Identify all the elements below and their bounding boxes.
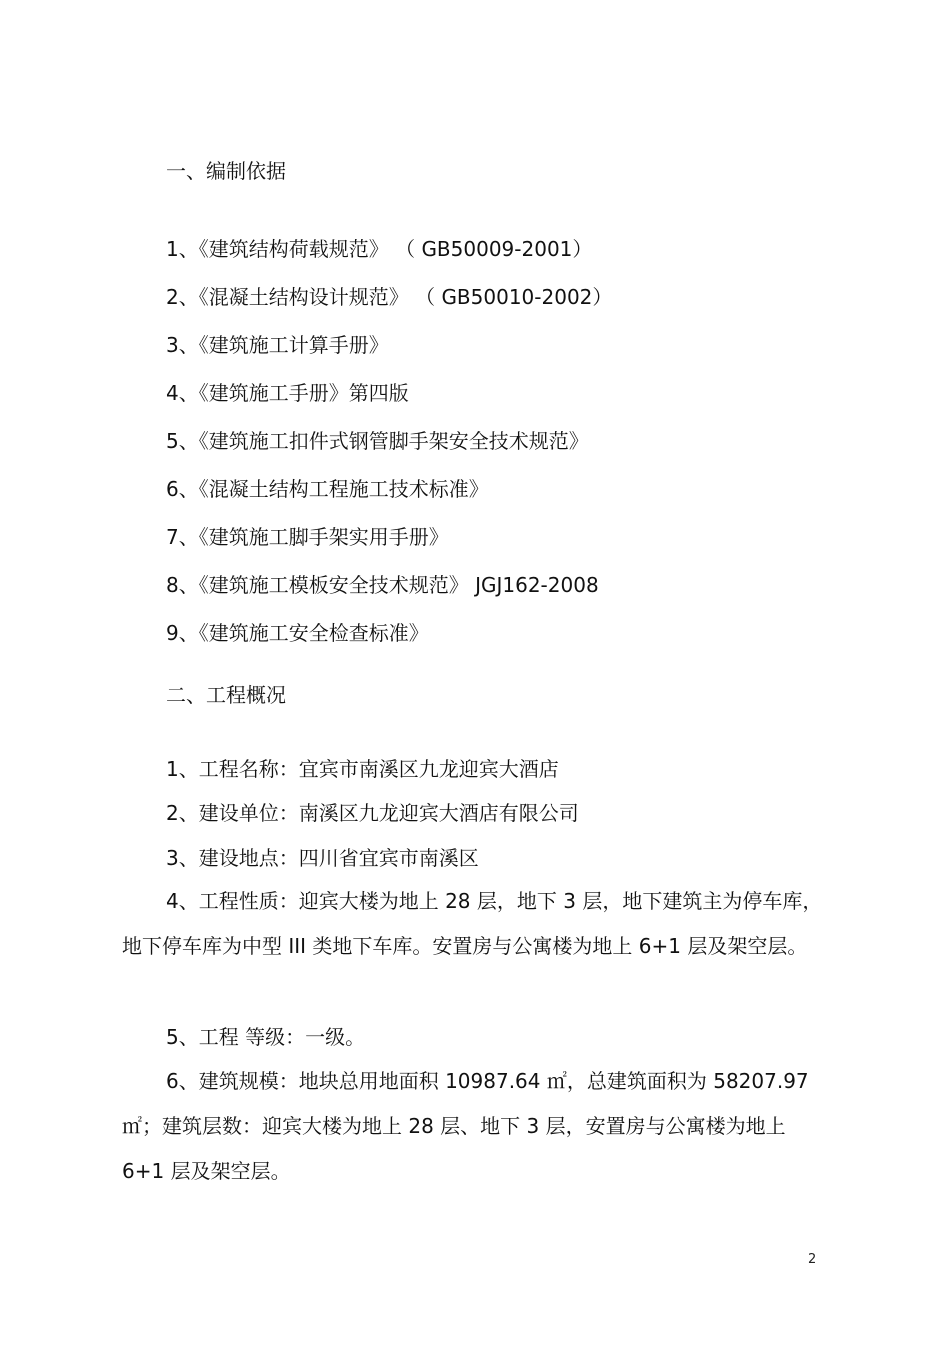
paragraph-text: 4、工程性质：迎宾大楼为地上 28 层，地下 3 层，地下建筑主为停车库，地下停车库为中型 III 类地下车库。安置房与公寓楼为地上 6+1 层及架空层。 (122, 889, 823, 958)
paragraph-project-nature (122, 879, 834, 969)
paragraph-text: 6、建筑规模：地块总用地面积 10987.64 ㎡，总建筑面积为 58207.97 ㎡；建筑层数：迎宾大楼为地上 28 层、地下 3 层，安置房与公寓楼为地上 6+1 层及架空层。 (122, 1069, 809, 1183)
list-item: 9、《建筑施工安全检查标准》 (166, 621, 429, 645)
list-item: 1、工程名称：宜宾市南溪区九龙迎宾大酒店 (166, 757, 559, 781)
list-item: 5、工程 等级：一级。 (166, 1025, 366, 1049)
page-number: 2 (808, 1252, 817, 1267)
list-item: 3、《建筑施工计算手册》 (166, 333, 389, 357)
list-item: 4、《建筑施工手册》第四版 (166, 381, 409, 405)
list-item: 5、《建筑施工扣件式钢管脚手架安全技术规范》 (166, 429, 589, 453)
list-item: 1、《建筑结构荷载规范》 （ GB50009-2001） (166, 237, 593, 261)
list-item: 7、《建筑施工脚手架实用手册》 (166, 525, 449, 549)
list-item: 2、建设单位：南溪区九龙迎宾大酒店有限公司 (166, 801, 579, 825)
list-item: 6、《混凝土结构工程施工技术标准》 (166, 477, 489, 501)
list-item: 3、建设地点：四川省宜宾市南溪区 (166, 846, 479, 870)
section-heading-overview: 二、工程概况 (166, 683, 286, 707)
list-item: 2、《混凝土结构设计规范》 （ GB50010-2002） (166, 285, 613, 309)
list-item: 8、《建筑施工模板安全技术规范》 JGJ162-2008 (166, 573, 599, 597)
paragraph-building-scale (122, 1059, 834, 1194)
section-heading-basis: 一、编制依据 (166, 159, 286, 183)
